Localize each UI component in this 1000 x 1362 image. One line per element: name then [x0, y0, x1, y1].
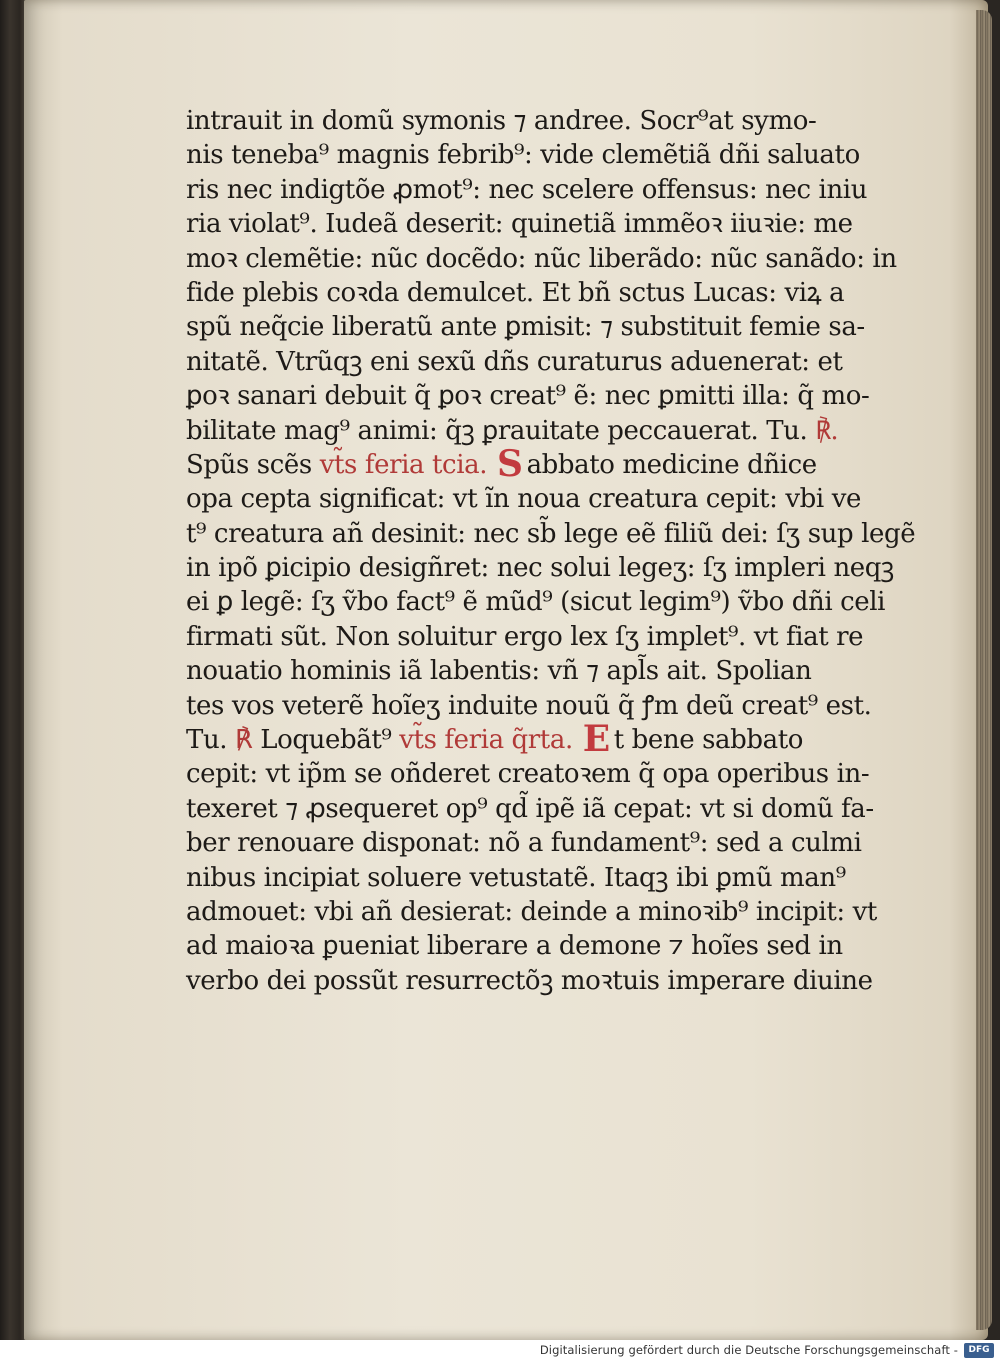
text-line: [186, 861, 846, 895]
rubric-heading: vt̃s feria tcia.: [319, 449, 495, 480]
text-run: ber renouare disponat: nõ a fundament⁹: sed a culmi: [186, 828, 862, 859]
text-run: ria violat⁹. Iudeã deserit: quinetiã immẽoꝛ iiuꝛie: me: [186, 209, 853, 240]
text-run: nouatio hominis iã labentis: vñ ⁊ apl̃s ait. Spolian: [186, 656, 812, 687]
text-line: [186, 104, 817, 138]
text-line: [186, 310, 865, 344]
text-line: [186, 345, 843, 379]
text-line: [186, 442, 817, 485]
text-line: [186, 207, 853, 241]
text-run: Spũs scẽs: [186, 449, 320, 480]
text-line: [186, 173, 868, 207]
blackletter-text-block: [186, 104, 916, 998]
response-sign-rubric: ℟.: [815, 415, 839, 446]
text-run: in ipõ ꝑicipio desigñret: nec solui legeʒ: ſʒ impleri neqꝫ: [186, 553, 894, 584]
text-run: cepit: vt ip̃m se oñderet creatoꝛem q̃ opa operibus in-: [186, 759, 870, 790]
text-line: [186, 414, 839, 448]
text-run: firmati sũt. Non soluitur ergo lex ſʒ implet⁹. vt fiat re: [186, 621, 864, 652]
dfg-logo: DFG: [964, 1343, 994, 1358]
text-run: ei ꝑ legẽ: ſʒ ṽbo fact⁹ ẽ mũd⁹ (sicut legim⁹) ṽbo dñi celi: [186, 587, 886, 618]
text-run: nitatẽ. Vtrũqꝫ eni sexũ dñs curaturus aduenerat: et: [186, 346, 843, 377]
red-initial-letter: S: [496, 442, 523, 485]
text-line: [186, 517, 916, 551]
rubric-heading: vt̃s feria q̃rta.: [399, 725, 581, 756]
text-line: [186, 242, 897, 276]
text-line: [186, 826, 862, 860]
text-line: [186, 929, 843, 963]
text-run: bilitate mag⁹ animi: q̃ꝫ ꝑrauitate peccauerat. Tu.: [186, 415, 816, 446]
text-line: [186, 620, 864, 654]
text-line: [186, 792, 874, 826]
text-line: [186, 964, 873, 998]
text-line: [186, 895, 877, 929]
red-initial-letter: E: [582, 718, 610, 761]
text-run: texeret ⁊ ꝓsequeret op⁹ qd̃ ipẽ iã cepat: vt si domũ fa-: [186, 793, 874, 824]
digitization-footer: [0, 1340, 1000, 1362]
text-line: [186, 718, 804, 761]
book-page: [24, 0, 988, 1340]
text-run: fide plebis coꝛda demulcet. Et bñ sctus Lucas: viꝝ a: [186, 277, 845, 308]
text-run: Tu.: [186, 725, 236, 756]
text-run: t⁹ creatura añ desinit: nec sb̃ lege eẽ filiũ dei: ſʒ sup legẽ: [186, 518, 916, 549]
text-run: t bene sabbato: [613, 725, 804, 756]
text-run: abbato medicine dñice: [526, 449, 817, 480]
text-line: [186, 757, 870, 791]
text-line: [186, 654, 812, 688]
response-sign-rubric: ℟: [235, 725, 253, 756]
text-run: spũ neq̃cie liberatũ ante ꝑmisit: ⁊ substituit femie sa-: [186, 312, 865, 343]
text-line: [186, 138, 860, 172]
text-line: [186, 379, 870, 413]
text-line: [186, 482, 861, 516]
text-run: ris nec indigtõe ꝓmot⁹: nec scelere offensus: nec iniu: [186, 174, 868, 205]
text-line: [186, 689, 872, 723]
text-run: moꝛ clemẽtie: nũc docẽdo: nũc liberãdo: nũc sanãdo: in: [186, 243, 897, 274]
text-run: Loquebãt⁹: [252, 725, 400, 756]
text-run: verbo dei possũt resurrectõꝫ moꝛtuis imperare diuine: [186, 965, 873, 996]
text-line: [186, 551, 894, 585]
text-run: opa cepta significat: vt ĩn noua creatura cepit: vbi ve: [186, 484, 861, 515]
text-run: intrauit in domũ symonis ⁊ andree. Socr⁹at symo-: [186, 106, 817, 136]
text-run: tes vos veterẽ hoĩeʒ induite nouũ q̃ ꝭm deũ creat⁹ est.: [186, 690, 872, 721]
text-run: nis teneba⁹ magnis febrib⁹: vide clemẽtiã dñi saluato: [186, 140, 860, 171]
text-run: nibus incipiat soluere vetustatẽ. Itaqꝫ ibi ꝑmũ man⁹: [186, 862, 846, 893]
text-line: [186, 585, 886, 619]
text-run: ad maioꝛa ꝑueniat liberare a demone ⁊ hoĩes sed in: [186, 931, 843, 962]
text-run: admouet: vbi añ desierat: deinde a minoꝛib⁹ incipit: vt: [186, 896, 877, 927]
text-line: [186, 276, 845, 310]
page-block-edge: [976, 10, 992, 1330]
funding-note: Digitalisierung gefördert durch die Deutsche Forschungsgemeinschaft -: [539, 1343, 958, 1357]
text-run: ꝑoꝛ sanari debuit q̃ ꝑoꝛ creat⁹ ẽ: nec ꝑmitti illa: q̃ mo-: [186, 381, 870, 412]
